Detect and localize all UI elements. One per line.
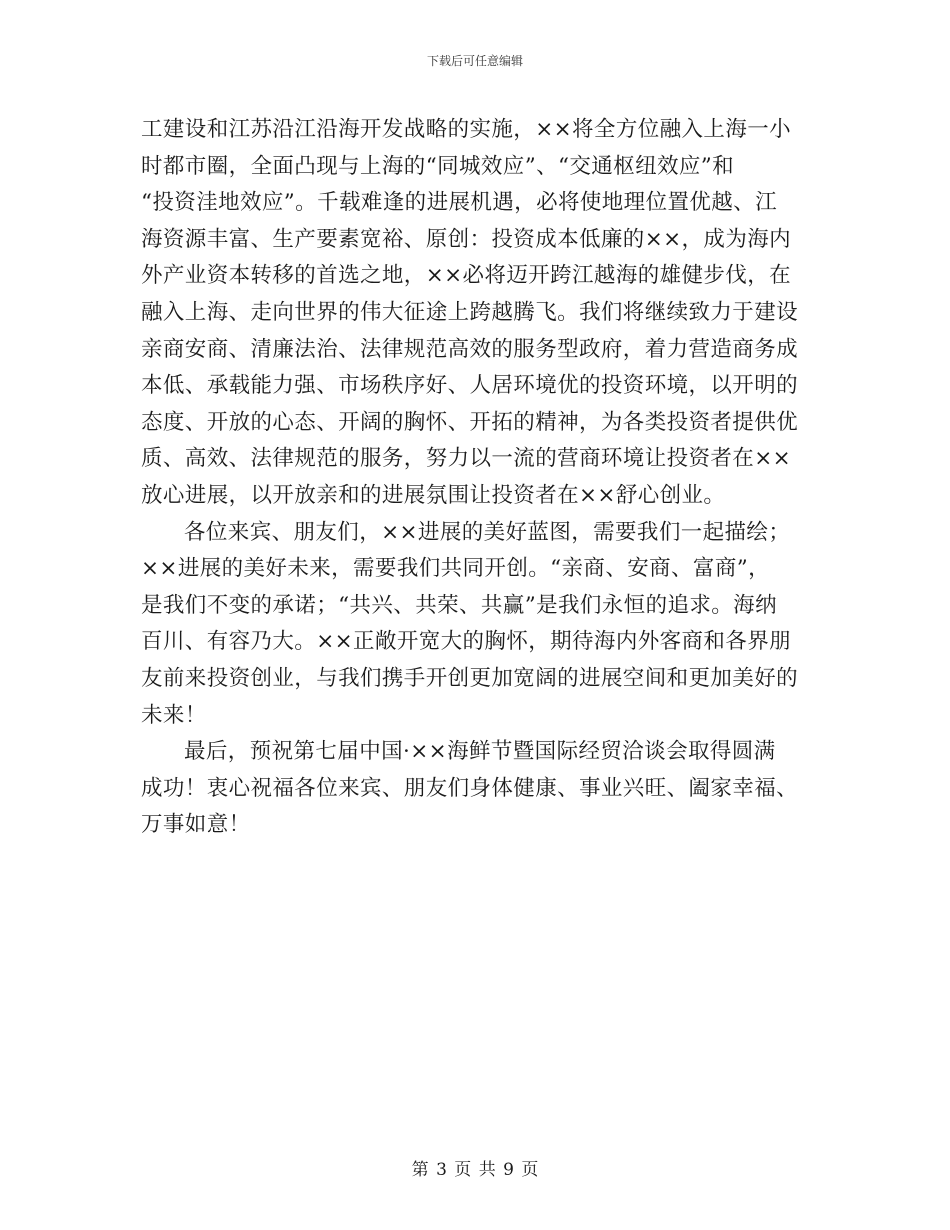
page-footer — [0, 1155, 950, 1180]
text-line: 融入上海、走向世界的伟大征途上跨越腾飞。我们将继续致力于建设 — [141, 299, 799, 325]
paragraph-1 — [141, 112, 809, 515]
page-number: 第 3 页 共 9 页 — [411, 1160, 539, 1180]
text-line: 质、高效、法律规范的服务，努力以一流的营商环境让投资者在×× — [141, 446, 792, 472]
text-line: 万事如意！ — [141, 812, 251, 838]
text-line: 是我们不变的承诺；“共兴、共荣、共赢”是我们永恒的追求。海纳 — [141, 592, 777, 618]
text-line: 亲商安商、清廉法治、法律规范高效的服务型政府，着力营造商务成 — [141, 336, 799, 362]
text-line: 各位来宾、朋友们，××进展的美好蓝图，需要我们一起描绘； — [184, 519, 791, 545]
text-line: 本低、承载能力强、市场秩序好、人居环境优的投资环境，以开明的 — [141, 373, 799, 399]
text-line: 未来！ — [141, 702, 207, 728]
text-line: 最后，预祝第七届中国·××海鲜节暨国际经贸洽谈会取得圆满 — [184, 739, 776, 765]
text-line: 成功！衷心祝福各位来宾、朋友们身体健康、事业兴旺、阖家幸福、 — [141, 775, 799, 801]
text-line: 工建设和江苏沿江沿海开发战略的实施，××将全方位融入上海一小 — [141, 117, 792, 142]
text-line: 时都市圈，全面凸现与上海的“同城效应”、“交通枢纽效应”和 — [141, 153, 735, 179]
text-line: “投资洼地效应”。千载难逢的进展机遇，必将使地理位置优越、江 — [141, 190, 777, 216]
text-line: 外产业资本转移的首选之地，××必将迈开跨江越海的雄健步伐，在 — [141, 263, 792, 289]
page-header — [0, 52, 950, 69]
text-line: 百川、有容乃大。××正敞开宽大的胸怀，期待海内外客商和各界朋 — [141, 629, 792, 655]
text-line: 海资源丰富、生产要素宽裕、原创：投资成本低廉的××，成为海内 — [141, 226, 792, 252]
header-text: 下载后可任意编辑 — [426, 54, 523, 68]
paragraph-3 — [141, 734, 809, 844]
text-line: 友前来投资创业，与我们携手开创更加宽阔的进展空间和更加美好的 — [141, 665, 799, 691]
paragraph-2 — [141, 515, 809, 735]
text-line: 态度、开放的心态、开阔的胸怀、开拓的精神，为各类投资者提供优 — [141, 409, 799, 435]
text-line: 放心进展，以开放亲和的进展氛围让投资者在××舒心创业。 — [141, 482, 726, 508]
text-line: ××进展的美好未来，需要我们共同开创。“亲商、安商、富商”， — [141, 556, 771, 582]
document-body — [141, 112, 809, 844]
